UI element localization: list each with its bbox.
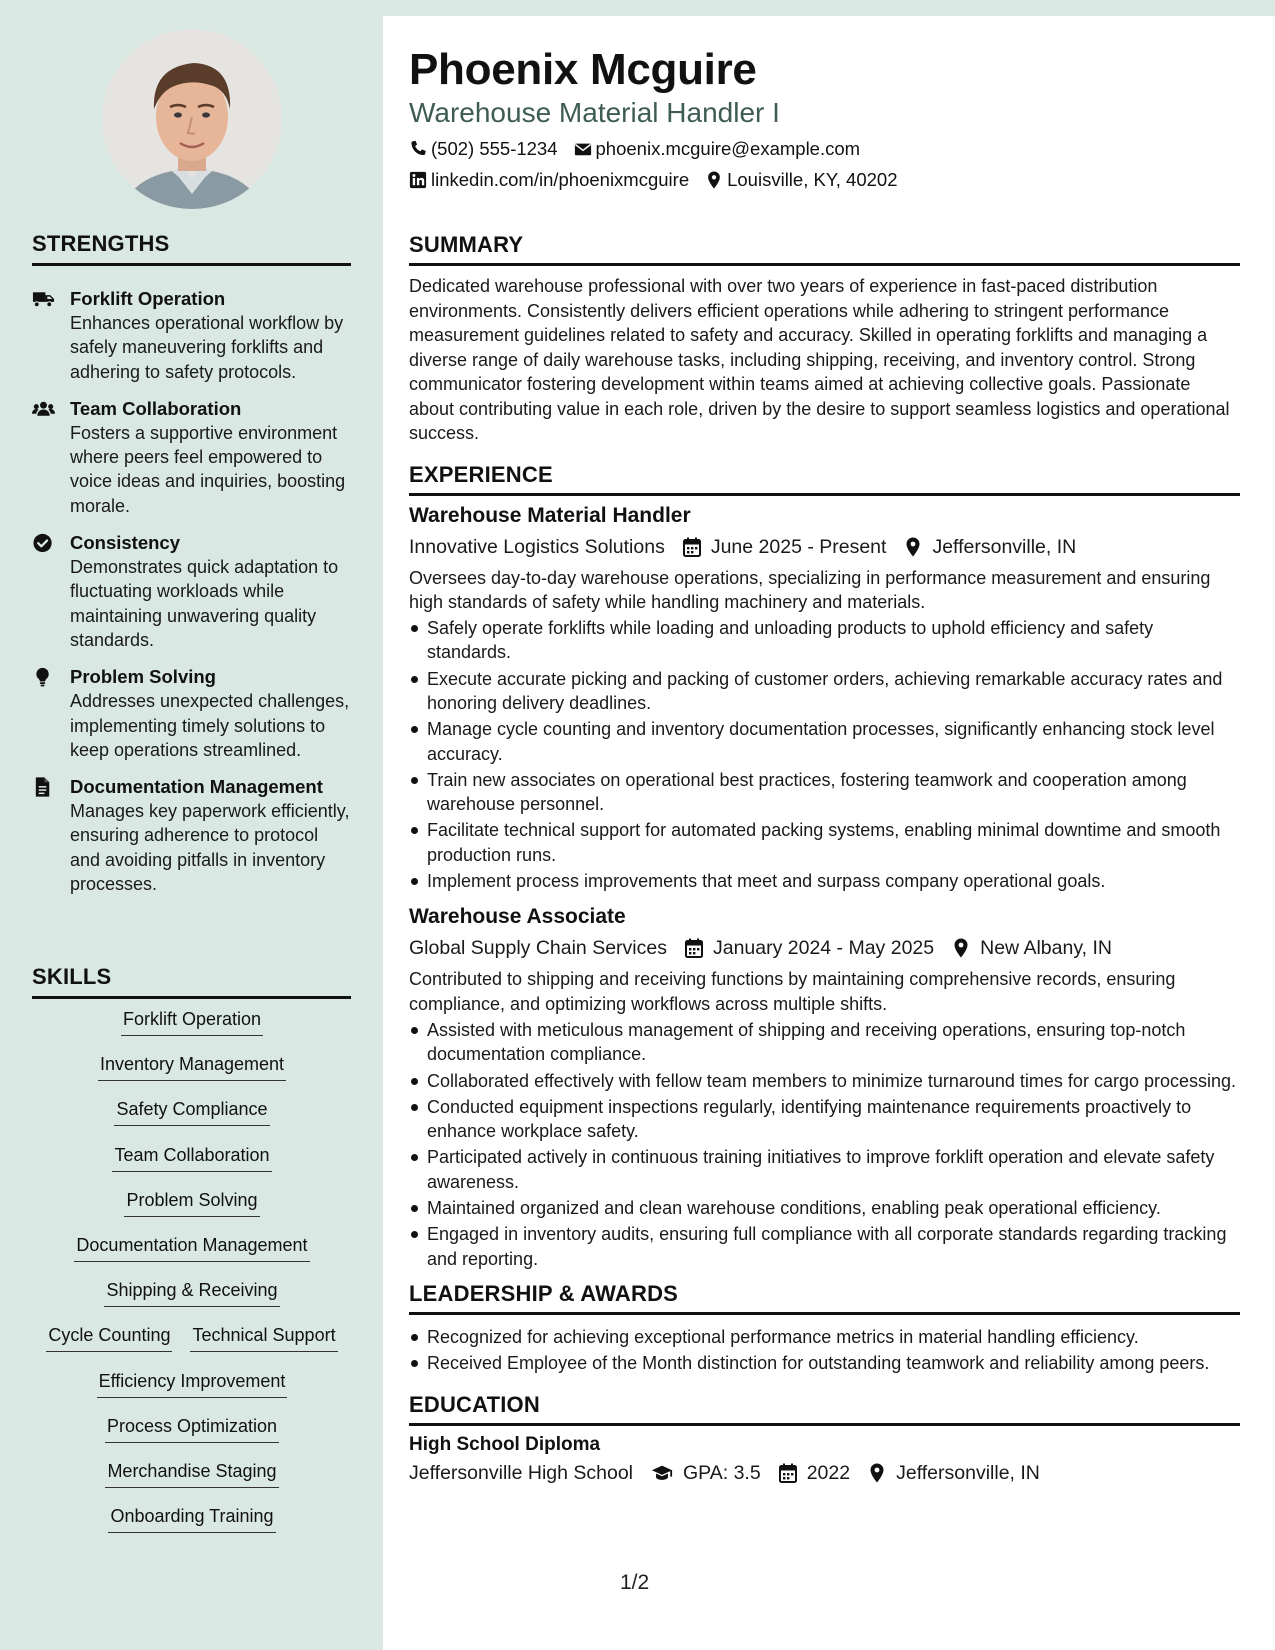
job-meta xyxy=(409,532,1240,562)
main-content xyxy=(409,16,1240,1488)
top-accent-strip xyxy=(383,0,1275,16)
map-pin-icon xyxy=(868,1463,886,1483)
job-title: Warehouse Material Handler xyxy=(409,503,691,527)
bullet-item: Train new associates on operational best practices, fostering teamwork and cooperation among warehouse personnel. xyxy=(409,768,1240,817)
phone-contact xyxy=(409,137,558,161)
map-pin-icon xyxy=(904,537,922,557)
skill-tag: Shipping & Receiving xyxy=(104,1277,279,1307)
bullet-item: Engaged in inventory audits, ensuring full compliance with all corporate standards regarding tracking and reporting. xyxy=(409,1222,1240,1271)
candidate-title: Warehouse Material Handler I xyxy=(409,97,780,128)
location-text: Louisville, KY, 40202 xyxy=(727,169,898,190)
skill-tag: Team Collaboration xyxy=(112,1142,271,1172)
strength-description: Addresses unexpected challenges, implementing timely solutions to keep operations streamlined. xyxy=(70,691,350,760)
strength-item xyxy=(32,287,352,384)
map-pin-icon xyxy=(952,938,970,958)
skill-tag: Problem Solving xyxy=(124,1187,259,1217)
strength-description: Enhances operational workflow by safely maneuvering forklifts and adhering to safety protocols. xyxy=(70,313,344,382)
strength-item xyxy=(32,775,352,896)
truck-icon xyxy=(32,287,70,384)
experience-section xyxy=(409,462,1240,1271)
bullet-item: Execute accurate picking and packing of customer orders, achieving remarkable accuracy rates and honoring delivery deadlines. xyxy=(409,667,1240,716)
job-dates: January 2024 - May 2025 xyxy=(712,937,935,960)
strength-title: Problem Solving xyxy=(70,666,216,688)
job-bullets xyxy=(409,1018,1240,1271)
school-name: Jeffersonville High School xyxy=(409,1461,634,1484)
document-icon xyxy=(32,775,70,896)
job-bullets xyxy=(409,616,1240,893)
skill-tag: Safety Compliance xyxy=(114,1096,269,1126)
strength-item xyxy=(32,665,352,762)
awards-heading: LEADERSHIP & AWARDS xyxy=(409,1281,1240,1315)
graduation-cap-icon xyxy=(651,1463,673,1483)
skill-tag: Technical Support xyxy=(190,1322,337,1352)
calendar-icon xyxy=(779,1463,797,1483)
education-section xyxy=(409,1392,1240,1488)
bullet-item: Maintained organized and clean warehouse conditions, enabling peak operational efficiency. xyxy=(409,1196,1240,1220)
school-location: Jeffersonville, IN xyxy=(896,1461,1040,1484)
calendar-icon xyxy=(683,537,701,557)
strength-item xyxy=(32,531,352,652)
job-title: Warehouse Associate xyxy=(409,905,626,929)
candidate-name: Phoenix Mcguire xyxy=(409,45,757,94)
profile-photo xyxy=(102,29,282,209)
strengths-list xyxy=(32,287,352,909)
contact-row-2 xyxy=(409,168,1240,192)
strength-title: Documentation Management xyxy=(70,776,323,798)
bullet-item: Participated actively in continuous training initiatives to improve forklift operation and elevate safety awareness. xyxy=(409,1145,1240,1194)
strength-title: Consistency xyxy=(70,532,181,554)
graduation-year: 2022 xyxy=(806,1461,851,1484)
phone-icon xyxy=(409,140,427,158)
job-location: Jeffersonville, IN xyxy=(932,535,1077,558)
strength-title: Forklift Operation xyxy=(70,288,226,309)
summary-section xyxy=(409,232,1240,446)
strength-description: Fosters a supportive environment where peers feel empowered to voice ideas and inquiries, boosting morale. xyxy=(70,422,346,516)
summary-heading: SUMMARY xyxy=(409,232,1240,266)
calendar-icon xyxy=(685,938,703,958)
education-heading: EDUCATION xyxy=(409,1392,1240,1426)
skill-tag: Onboarding Training xyxy=(108,1503,275,1533)
summary-text: Dedicated warehouse professional with over two years of experience in fast-paced distribution environments. Consistently delivers efficient operations while adhering to stringent performance measurement guidelines related to safety and accuracy. Skilled in operating forklifts and managing a diverse range of daily warehouse tasks, including shipping, receiving, and inventory control. Strong communicator fostering development within teams aimed at achieving collective goals. Passionate about contributing value in each role, driven by the desire to support seamless logistics and operational success. xyxy=(409,276,1230,443)
award-item: Received Employee of the Month distinction for outstanding teamwork and reliability among peers. xyxy=(409,1351,1240,1375)
job-dates: June 2025 - Present xyxy=(710,535,887,558)
profile-photo-illustration xyxy=(102,29,282,209)
awards-section xyxy=(409,1281,1240,1376)
bullet-item: Manage cycle counting and inventory documentation processes, significantly enhancing stock level accuracy. xyxy=(409,717,1240,766)
degree-title: High School Diploma xyxy=(409,1433,601,1455)
strength-description: Demonstrates quick adaptation to fluctuating workloads while maintaining unwavering quality standards. xyxy=(70,557,339,650)
skill-tag: Inventory Management xyxy=(98,1051,286,1081)
linkedin-contact xyxy=(409,168,689,192)
email-contact xyxy=(574,137,861,161)
job-location: New Albany, IN xyxy=(980,937,1112,960)
bullet-item: Facilitate technical support for automated packing systems, enabling minimal downtime and smooth production runs. xyxy=(409,818,1240,867)
bullet-item: Assisted with meticulous management of shipping and receiving operations, ensuring top-notch documentation compliance. xyxy=(409,1018,1240,1067)
bullet-item: Implement process improvements that meet and surpass company operational goals. xyxy=(409,869,1240,893)
bullet-item: Safely operate forklifts while loading and unloading products to uphold efficiency and safety standards. xyxy=(409,616,1240,665)
company-name: Global Supply Chain Services xyxy=(409,937,667,960)
skill-tag: Efficiency Improvement xyxy=(97,1368,288,1398)
education-meta xyxy=(409,1458,1240,1488)
skill-tag: Merchandise Staging xyxy=(105,1458,278,1488)
job-meta xyxy=(409,933,1240,963)
linkedin-icon xyxy=(409,171,427,189)
users-icon xyxy=(32,397,70,518)
skill-tag: Documentation Management xyxy=(74,1232,309,1262)
strength-item xyxy=(32,397,352,518)
skills-list xyxy=(32,1006,352,1548)
bullet-item: Collaborated effectively with fellow team members to minimize turnaround times for cargo processing. xyxy=(409,1069,1240,1093)
gpa-value: GPA: 3.5 xyxy=(683,1461,761,1484)
linkedin-url[interactable]: linkedin.com/in/phoenixmcguire xyxy=(431,169,690,190)
job-entry xyxy=(409,502,1240,894)
check-circle-icon xyxy=(32,531,70,652)
awards-list xyxy=(409,1325,1240,1376)
phone-number[interactable]: (502) 555-1234 xyxy=(431,138,558,159)
skills-heading: SKILLS xyxy=(32,964,351,999)
skill-tag: Cycle Counting xyxy=(46,1322,172,1352)
envelope-icon xyxy=(574,140,592,158)
lightbulb-icon xyxy=(32,665,70,762)
bullet-item: Conducted equipment inspections regularly, identifying maintenance requirements proactively to enhance workplace safety. xyxy=(409,1095,1240,1144)
company-name: Innovative Logistics Solutions xyxy=(409,535,665,558)
strength-title: Team Collaboration xyxy=(70,397,242,419)
job-entry xyxy=(409,903,1240,1271)
email-address[interactable]: phoenix.mcguire@example.com xyxy=(595,138,861,159)
map-pin-icon xyxy=(705,171,723,189)
job-description: Contributed to shipping and receiving functions by maintaining comprehensive records, ensuring compliance, and optimizing workflows across multiple shifts. xyxy=(409,969,1176,1014)
job-description: Oversees day-to-day warehouse operations, specializing in performance measurement and ensuring high standards of safety while handling machinery and materials. xyxy=(409,567,1211,612)
award-item: Recognized for achieving exceptional performance metrics in material handling efficiency. xyxy=(409,1325,1240,1349)
skill-tag: Forklift Operation xyxy=(121,1006,263,1036)
page-number: 1/2 xyxy=(620,1571,650,1594)
contact-row xyxy=(409,137,1240,161)
strength-description: Manages key paperwork efficiently, ensuring adherence to protocol and avoiding pitfalls in inventory processes. xyxy=(70,801,350,895)
location-contact xyxy=(705,168,897,192)
strengths-heading: STRENGTHS xyxy=(32,231,351,266)
skill-tag: Process Optimization xyxy=(105,1413,279,1443)
experience-heading: EXPERIENCE xyxy=(409,462,1240,496)
